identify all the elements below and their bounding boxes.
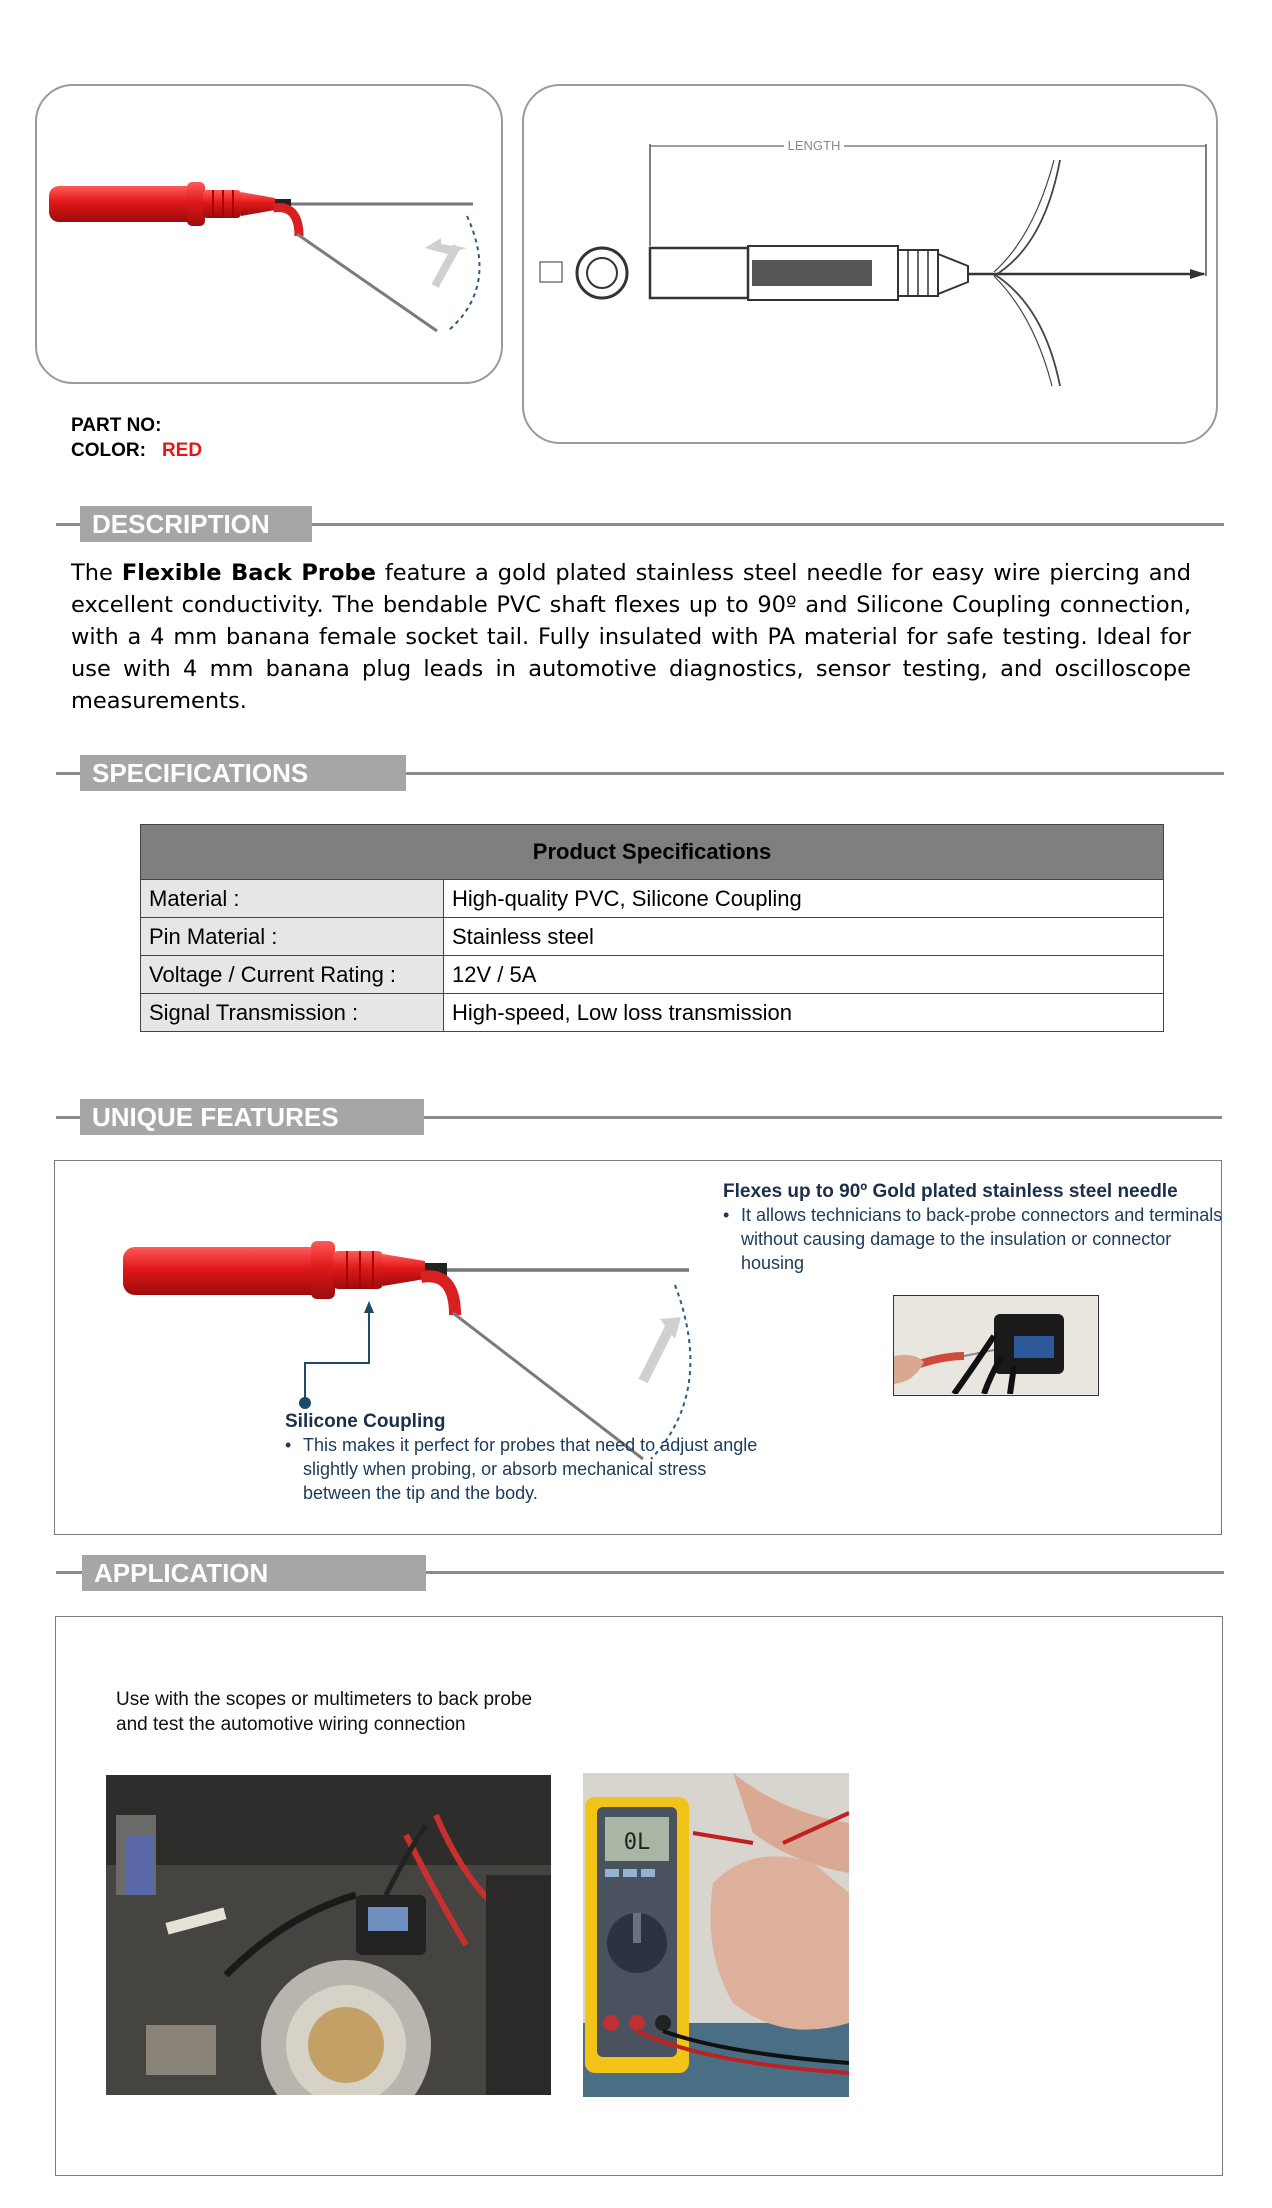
engine-bay-photo <box>106 1775 551 2095</box>
coupling-feature-title: Silicone Coupling <box>285 1411 446 1432</box>
spec-label: Pin Material : <box>141 918 444 956</box>
table-row <box>141 880 1164 918</box>
spec-value: High-quality PVC, Silicone Coupling <box>444 880 1164 918</box>
product-name: Flexible Back Probe <box>121 560 376 586</box>
technical-drawing-frame <box>522 84 1218 444</box>
needle-feature-text: It allows technicians to back-probe connectors and terminals without causing damage to the insulation or connector housing <box>741 1205 1223 1273</box>
bullet-mark: • <box>723 1205 730 1225</box>
needle-feature <box>723 1181 1223 1275</box>
table-row <box>141 918 1164 956</box>
table-row <box>141 956 1164 994</box>
spec-table-title: Product Specifications <box>141 825 1164 880</box>
coupling-feature-text: This makes it perfect for probes that need to adjust angle slightly when probing, or absorb mechanical stress between the tip and the body. <box>303 1435 758 1503</box>
multimeter-photo <box>583 1773 849 2097</box>
spec-label: Signal Transmission : <box>141 994 444 1032</box>
connector-photo <box>893 1295 1099 1396</box>
part-no-label: PART NO: <box>71 415 162 436</box>
spec-table-header <box>141 825 1164 880</box>
features-box <box>54 1160 1222 1535</box>
technical-drawing <box>524 86 1216 442</box>
bullet-mark: • <box>285 1435 292 1455</box>
features-heading: UNIQUE FEATURES <box>80 1099 424 1135</box>
spec-value: 12V / 5A <box>444 956 1164 994</box>
length-label: LENGTH <box>787 138 841 153</box>
color-label: COLOR: <box>71 440 146 461</box>
coupling-feature-bullet <box>285 1433 765 1505</box>
description-body: feature a gold plated stainless steel needle for easy wire piercing and excellent conductivity. The bendable PVC shaft flexes up to 90º and Silicone Coupling connection, with a 4 mm banana female socket tail. Fully insulated with PA material for safe testing. Ideal for use with 4 mm banana plug leads in automotive diagnostics, sensor testing, and oscilloscope measurements. <box>71 560 1192 714</box>
needle-feature-bullet <box>723 1203 1223 1275</box>
needle-feature-title: Flexes up to 90º Gold plated stainless steel needle <box>723 1181 1178 1202</box>
probe-photo <box>37 86 501 382</box>
meter-reading: 0L <box>623 1830 651 1855</box>
spec-value: High-speed, Low loss transmission <box>444 994 1164 1032</box>
specifications-heading: SPECIFICATIONS <box>80 755 406 791</box>
spec-label: Voltage / Current Rating : <box>141 956 444 994</box>
coupling-feature <box>285 1411 765 1505</box>
application-heading: APPLICATION <box>82 1555 426 1591</box>
color-value: RED <box>161 440 203 461</box>
spec-value: Stainless steel <box>444 918 1164 956</box>
description-text <box>71 557 1191 717</box>
color-row <box>71 438 202 463</box>
description-heading: DESCRIPTION <box>80 506 312 542</box>
description-intro: The <box>71 560 113 586</box>
probe-photo-frame <box>35 84 503 384</box>
part-info <box>71 413 202 463</box>
spec-label: Material : <box>141 880 444 918</box>
spec-table <box>140 824 1164 1032</box>
table-row <box>141 994 1164 1032</box>
application-text: Use with the scopes or multimeters to back probe and test the automotive wiring connection <box>116 1689 533 1735</box>
part-no-row <box>71 413 202 438</box>
application-box <box>55 1616 1223 2176</box>
